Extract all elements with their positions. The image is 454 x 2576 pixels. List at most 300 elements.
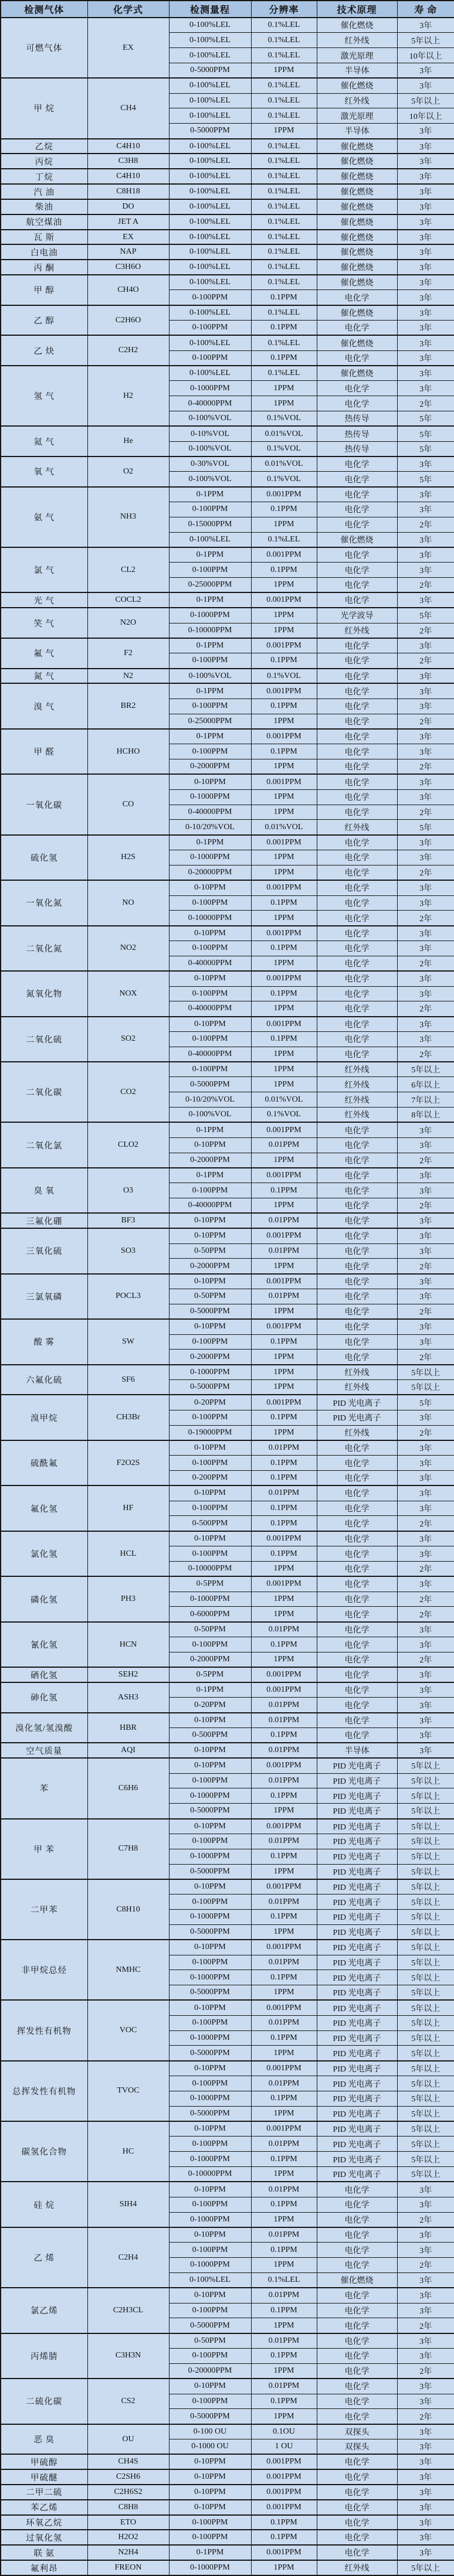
resolution-cell: 0.01%VOL <box>251 820 317 835</box>
principle-cell: 激光原理 <box>317 108 397 124</box>
gas-name-cell: 磷化氢 <box>1 1576 87 1621</box>
range-cell: 0-100%LEL <box>169 230 251 245</box>
principle-cell: 电化学 <box>317 2394 397 2409</box>
resolution-cell: 1PPM <box>251 865 317 880</box>
formula-cell: H2 <box>87 366 169 426</box>
gas-name-cell: 光 气 <box>1 592 87 608</box>
col-header-gas: 检测气体 <box>1 1 87 18</box>
formula-cell: OU <box>87 2424 169 2455</box>
principle-cell: 电化学 <box>317 2500 397 2515</box>
lifespan-cell: 3年 <box>397 1410 454 1425</box>
formula-cell: FREON <box>87 2560 169 2575</box>
range-cell: 0-1000PPM <box>169 2560 251 2575</box>
resolution-cell: 1PPM <box>251 1077 317 1092</box>
resolution-cell: 1PPM <box>251 396 317 411</box>
lifespan-cell: 3年 <box>397 774 454 789</box>
gas-name-cell: 二氧化氮 <box>1 926 87 971</box>
resolution-cell: 0.1%LEL <box>251 139 317 154</box>
formula-cell: C8H8 <box>87 2500 169 2515</box>
lifespan-cell: 3年 <box>397 139 454 154</box>
resolution-cell: 1PPM <box>251 1350 317 1365</box>
principle-cell: 电化学 <box>317 744 397 759</box>
resolution-cell: 1PPM <box>251 1607 317 1622</box>
resolution-cell: 1PPM <box>251 623 317 638</box>
principle-cell: 电化学 <box>317 456 397 472</box>
lifespan-cell: 3年 <box>397 1334 454 1350</box>
resolution-cell: 0.001PPM <box>251 1531 317 1546</box>
resolution-cell: 0.01PPM <box>251 1440 317 1456</box>
principle-cell: 电化学 <box>317 789 397 805</box>
range-cell: 0-2000PPM <box>169 1652 251 1667</box>
table-header <box>1 1 454 18</box>
range-cell: 0-100PPM <box>169 2349 251 2364</box>
table-row <box>1 1713 454 1728</box>
resolution-cell: 0.01PPM <box>251 2182 317 2197</box>
lifespan-cell: 5年以上 <box>397 2015 454 2030</box>
principle-cell: 电化学 <box>317 729 397 744</box>
principle-cell: 电化学 <box>317 1137 397 1153</box>
resolution-cell: 0.1PPM <box>251 2197 317 2212</box>
formula-cell: C2H4 <box>87 2227 169 2288</box>
table-row <box>1 2288 454 2303</box>
principle-cell: PID 光电离子 <box>317 1985 397 2001</box>
range-cell: 0-10PPM <box>169 2500 251 2515</box>
principle-cell: PID 光电离子 <box>317 1395 397 1410</box>
resolution-cell: 0.001PPM <box>251 971 317 986</box>
resolution-cell: 1PPM <box>251 2409 317 2424</box>
range-cell: 0-100PPM <box>169 1456 251 1471</box>
range-cell: 0-1000PPM <box>169 1365 251 1380</box>
table-row <box>1 305 454 321</box>
range-cell: 0-100%LEL <box>169 48 251 63</box>
principle-cell: 催化燃烧 <box>317 532 397 547</box>
resolution-cell: 0.1PPM <box>251 1183 317 1198</box>
lifespan-cell: 3年 <box>397 1501 454 1516</box>
lifespan-cell: 3年 <box>397 63 454 78</box>
formula-cell: CLO2 <box>87 1122 169 1167</box>
resolution-cell: 0.01%VOL <box>251 1092 317 1108</box>
range-cell: 0-1000PPM <box>169 381 251 396</box>
resolution-cell: 0.1PPM <box>251 744 317 759</box>
gas-name-cell: 总挥发性有机物 <box>1 2061 87 2121</box>
principle-cell: 电化学 <box>317 2530 397 2545</box>
principle-cell: 电化学 <box>317 1682 397 1698</box>
lifespan-cell: 5年以上 <box>397 2560 454 2575</box>
table-row <box>1 2545 454 2560</box>
table-row <box>1 2485 454 2500</box>
principle-cell: 电化学 <box>317 2469 397 2485</box>
range-cell: 0-40000PPM <box>169 1047 251 1062</box>
principle-cell: PID 光电离子 <box>317 1910 397 1925</box>
resolution-cell: 1PPM <box>251 1804 317 1819</box>
resolution-cell: 0.1%LEL <box>251 244 317 260</box>
range-cell: 0-10PPM <box>169 774 251 789</box>
principle-cell: PID 光电离子 <box>317 2121 397 2137</box>
table-row <box>1 154 454 169</box>
range-cell: 0-50PPM <box>169 1622 251 1637</box>
table-row <box>1 1531 454 1546</box>
range-cell: 0-1PPM <box>169 1168 251 1183</box>
principle-cell: 电化学 <box>317 578 397 593</box>
lifespan-cell: 5年以上 <box>397 2137 454 2152</box>
gas-name-cell: 航空煤油 <box>1 214 87 230</box>
range-cell: 0-100PPM <box>169 563 251 578</box>
resolution-cell: 0.1%LEL <box>251 184 317 199</box>
range-cell: 0-1000PPM <box>169 2152 251 2167</box>
lifespan-cell: 3年 <box>397 592 454 608</box>
lifespan-cell: 3年 <box>397 2469 454 2485</box>
range-cell: 0-10000PPM <box>169 911 251 926</box>
table-body <box>1 18 454 2575</box>
gas-name-cell: 一氧化碳 <box>1 774 87 834</box>
resolution-cell: 0.01PPM <box>251 1485 317 1501</box>
range-cell: 0-10PPM <box>169 2469 251 2485</box>
table-row <box>1 1440 454 1456</box>
range-cell: 0-100PPM <box>169 1637 251 1652</box>
principle-cell: 电化学 <box>317 517 397 532</box>
principle-cell: 电化学 <box>317 2197 397 2212</box>
table-row <box>1 184 454 199</box>
table-row <box>1 214 454 230</box>
resolution-cell: 0.1%LEL <box>251 366 317 381</box>
lifespan-cell: 3年 <box>397 199 454 214</box>
principle-cell: PID 光电离子 <box>317 1834 397 1849</box>
lifespan-cell: 3年 <box>397 1576 454 1592</box>
lifespan-cell: 3年 <box>397 78 454 93</box>
resolution-cell: 0.1%LEL <box>251 335 317 350</box>
gas-name-cell: 氮 气 <box>1 669 87 684</box>
lifespan-cell: 5年以上 <box>397 1365 454 1380</box>
range-cell: 0-5000PPM <box>169 1985 251 2001</box>
resolution-cell: 0.001PPM <box>251 638 317 653</box>
resolution-cell: 0.001PPM <box>251 1319 317 1334</box>
resolution-cell: 1PPM <box>251 63 317 78</box>
resolution-cell: 1PPM <box>251 1153 317 1168</box>
resolution-cell: 0.1PPM <box>251 698 317 714</box>
range-cell: 0-100%LEL <box>169 184 251 199</box>
resolution-cell: 0.01PPM <box>251 1213 317 1228</box>
lifespan-cell: 5年以上 <box>397 1758 454 1773</box>
principle-cell: 红外线 <box>317 1108 397 1123</box>
gas-name-cell: 三氧化硫 <box>1 1228 87 1273</box>
lifespan-cell: 2年 <box>397 1561 454 1576</box>
lifespan-cell: 3年 <box>397 698 454 714</box>
range-cell: 0-100%LEL <box>169 199 251 214</box>
lifespan-cell: 3年 <box>397 2303 454 2318</box>
lifespan-cell: 3年 <box>397 1637 454 1652</box>
principle-cell: 电化学 <box>317 1607 397 1622</box>
principle-cell: 红外线 <box>317 33 397 48</box>
gas-name-cell: 氟化氢 <box>1 1485 87 1531</box>
resolution-cell: 0.1PPM <box>251 502 317 517</box>
formula-cell: N2O <box>87 608 169 638</box>
range-cell: 0-100PPM <box>169 2394 251 2409</box>
formula-cell: HCL <box>87 1531 169 1576</box>
resolution-cell: 0.1OU <box>251 2424 317 2439</box>
resolution-cell: 0.1PPM <box>251 2530 317 2545</box>
principle-cell: 电化学 <box>317 2454 397 2469</box>
gas-name-cell: 氟利昂 <box>1 2560 87 2575</box>
table-row <box>1 2182 454 2197</box>
principle-cell: 红外线 <box>317 1062 397 1077</box>
formula-cell: CL2 <box>87 547 169 592</box>
range-cell: 0-40000PPM <box>169 1001 251 1017</box>
range-cell: 0-100%LEL <box>169 78 251 93</box>
table-row <box>1 1819 454 1834</box>
lifespan-cell: 3年 <box>397 456 454 472</box>
resolution-cell: 0.1PPM <box>251 1031 317 1047</box>
table-row <box>1 18 454 33</box>
resolution-cell: 0.1PPM <box>251 1334 317 1350</box>
formula-cell: F2 <box>87 638 169 669</box>
range-cell: 0-10PPM <box>169 1485 251 1501</box>
principle-cell: 电化学 <box>317 472 397 487</box>
range-cell: 0-100%LEL <box>169 33 251 48</box>
lifespan-cell: 3年 <box>397 350 454 366</box>
resolution-cell: 1PPM <box>251 1259 317 1274</box>
range-cell: 0-20PPM <box>169 1395 251 1410</box>
range-cell: 0-1000PPM <box>169 608 251 623</box>
range-cell: 0-10000PPM <box>169 623 251 638</box>
formula-cell: HC <box>87 2121 169 2182</box>
principle-cell: 催化燃烧 <box>317 244 397 260</box>
range-cell: 0-100PPM <box>169 350 251 366</box>
lifespan-cell: 3年 <box>397 941 454 956</box>
lifespan-cell: 2年 <box>397 1198 454 1214</box>
principle-cell: PID 光电离子 <box>317 2015 397 2030</box>
principle-cell: 电化学 <box>317 2485 397 2500</box>
table-row <box>1 1228 454 1243</box>
range-cell: 0-2000PPM <box>169 759 251 775</box>
formula-cell: SIH4 <box>87 2182 169 2227</box>
formula-cell: O2 <box>87 456 169 487</box>
lifespan-cell: 5年以上 <box>397 2000 454 2015</box>
table-row <box>1 2227 454 2243</box>
resolution-cell: 0.001PPM <box>251 729 317 744</box>
gas-name-cell: 甲 苯 <box>1 1819 87 1879</box>
table-row <box>1 1319 454 1334</box>
range-cell: 0-10PPM <box>169 2061 251 2076</box>
range-cell: 0-100%LEL <box>169 305 251 321</box>
lifespan-cell: 3年 <box>397 1183 454 1198</box>
range-cell: 0-10PPM <box>169 1940 251 1955</box>
gas-name-cell: 氦 气 <box>1 426 87 456</box>
gas-name-cell: 乙 炔 <box>1 335 87 366</box>
formula-cell: NO2 <box>87 926 169 971</box>
range-cell: 0-1PPM <box>169 487 251 502</box>
principle-cell: 电化学 <box>317 805 397 820</box>
range-cell: 0-2000PPM <box>169 1259 251 1274</box>
lifespan-cell: 3年 <box>397 184 454 199</box>
resolution-cell: 0.001PPM <box>251 1228 317 1243</box>
principle-cell: PID 光电离子 <box>317 1773 397 1788</box>
resolution-cell: 0.01PPM <box>251 1955 317 1970</box>
resolution-cell: 1PPM <box>251 1062 317 1077</box>
principle-cell: 电化学 <box>317 1516 397 1531</box>
range-cell: 0-1000PPM <box>169 1788 251 1804</box>
resolution-cell: 1PPM <box>251 805 317 820</box>
range-cell: 0-100PPM <box>169 1410 251 1425</box>
lifespan-cell: 2年 <box>397 396 454 411</box>
range-cell: 0-100PPM <box>169 744 251 759</box>
lifespan-cell: 3年 <box>397 2288 454 2303</box>
resolution-cell: 0.001PPM <box>251 2500 317 2515</box>
principle-cell: PID 光电离子 <box>317 1879 397 1894</box>
range-cell: 0-1000PPM <box>169 2212 251 2227</box>
lifespan-cell: 2年 <box>397 2363 454 2379</box>
lifespan-cell: 3年 <box>397 532 454 547</box>
gas-name-cell: 丙烷 <box>1 154 87 169</box>
formula-cell: H2S <box>87 835 169 880</box>
resolution-cell: 1PPM <box>251 1047 317 1062</box>
formula-cell: EX <box>87 230 169 245</box>
gas-name-cell: 溴 气 <box>1 683 87 728</box>
resolution-cell: 0.01PPM <box>251 1894 317 1910</box>
resolution-cell: 0.001PPM <box>251 2061 317 2076</box>
lifespan-cell: 3年 <box>397 669 454 684</box>
lifespan-cell: 3年 <box>397 487 454 502</box>
principle-cell: 电化学 <box>317 2288 397 2303</box>
principle-cell: 红外线 <box>317 1077 397 1092</box>
table-row <box>1 1017 454 1032</box>
resolution-cell: 0.001PPM <box>251 880 317 895</box>
range-cell: 0-1PPM <box>169 2545 251 2560</box>
range-cell: 0-100%LEL <box>169 93 251 108</box>
range-cell: 0-100%LEL <box>169 366 251 381</box>
principle-cell: 电化学 <box>317 2409 397 2424</box>
range-cell: 0-1000 OU <box>169 2439 251 2455</box>
lifespan-cell: 2年 <box>397 1001 454 1017</box>
lifespan-cell: 3年 <box>397 1017 454 1032</box>
lifespan-cell: 5年 <box>397 1395 454 1410</box>
range-cell: 0-100%LEL <box>169 154 251 169</box>
formula-cell: He <box>87 426 169 456</box>
table-row <box>1 78 454 93</box>
gas-name-cell: 甲 醇 <box>1 275 87 305</box>
principle-cell: 电化学 <box>317 2258 397 2273</box>
resolution-cell: 0.1PPM <box>251 1910 317 1925</box>
formula-cell: NO <box>87 880 169 925</box>
principle-cell: PID 光电离子 <box>317 1864 397 1879</box>
range-cell: 0-1000PPM <box>169 1849 251 1864</box>
principle-cell: 电化学 <box>317 1531 397 1546</box>
principle-cell: 电化学 <box>317 1213 397 1228</box>
gas-name-cell: 甲硫醚 <box>1 2469 87 2485</box>
resolution-cell: 0.1PPM <box>251 1546 317 1562</box>
principle-cell: 催化燃烧 <box>317 199 397 214</box>
table-row <box>1 169 454 184</box>
formula-cell: SO2 <box>87 1017 169 1062</box>
table-row <box>1 2121 454 2137</box>
gas-name-cell: 丁烷 <box>1 169 87 184</box>
range-cell: 0-10PPM <box>169 1228 251 1243</box>
principle-cell: 催化燃烧 <box>317 184 397 199</box>
formula-cell: SEH2 <box>87 1667 169 1682</box>
range-cell: 0-10PPM <box>169 1713 251 1728</box>
resolution-cell: 0.1PPM <box>251 2394 317 2409</box>
principle-cell: 半导体 <box>317 1743 397 1758</box>
table-row <box>1 1062 454 1077</box>
gas-name-cell: 乙 烯 <box>1 2227 87 2288</box>
resolution-cell: 0.1%LEL <box>251 33 317 48</box>
lifespan-cell: 2年 <box>397 1516 454 1531</box>
resolution-cell: 0.01PPM <box>251 1243 317 1259</box>
principle-cell: 红外线 <box>317 623 397 638</box>
gas-name-cell: 苯 <box>1 1758 87 1818</box>
range-cell: 0-100PPM <box>169 2515 251 2530</box>
table-row <box>1 669 454 684</box>
lifespan-cell: 5年以上 <box>397 1062 454 1077</box>
col-header-lifespan: 寿 命 <box>397 1 454 18</box>
lifespan-cell: 2年 <box>397 1350 454 1365</box>
resolution-cell: 0.01PPM <box>251 1743 317 1758</box>
lifespan-cell: 3年 <box>397 335 454 350</box>
resolution-cell: 1PPM <box>251 381 317 396</box>
gas-name-cell: 挥发性有机物 <box>1 2000 87 2060</box>
lifespan-cell: 2年 <box>397 1607 454 1622</box>
gas-name-cell: 柴油 <box>1 199 87 214</box>
principle-cell: 电化学 <box>317 1334 397 1350</box>
principle-cell: 电化学 <box>317 1576 397 1592</box>
gas-name-cell: 汽 油 <box>1 184 87 199</box>
formula-cell: O3 <box>87 1168 169 1213</box>
formula-cell: HCHO <box>87 729 169 774</box>
range-cell: 0-10PPM <box>169 2485 251 2500</box>
principle-cell: 电化学 <box>317 1047 397 1062</box>
lifespan-cell: 3年 <box>397 18 454 33</box>
resolution-cell: 1PPM <box>251 1425 317 1440</box>
lifespan-cell: 5年以上 <box>397 1773 454 1788</box>
gas-name-cell: 二硫化碳 <box>1 2379 87 2424</box>
gas-name-cell: 乙 醇 <box>1 305 87 336</box>
lifespan-cell: 6年以上 <box>397 1077 454 1092</box>
principle-cell: 电化学 <box>317 1289 397 1304</box>
table-row <box>1 1122 454 1137</box>
principle-cell: 电化学 <box>317 1122 397 1137</box>
resolution-cell: 0.001PPM <box>251 1758 317 1773</box>
lifespan-cell: 3年 <box>397 2349 454 2364</box>
resolution-cell: 0.1PPM <box>251 1849 317 1864</box>
formula-cell: DO <box>87 199 169 214</box>
range-cell: 0-100PPM <box>169 698 251 714</box>
principle-cell: 电化学 <box>317 1592 397 1607</box>
range-cell: 0-50PPM <box>169 2333 251 2349</box>
formula-cell: SW <box>87 1319 169 1364</box>
range-cell: 0-50PPM <box>169 1289 251 1304</box>
table-row <box>1 1879 454 1894</box>
gas-name-cell: 环氧乙烷 <box>1 2515 87 2530</box>
formula-cell: N2H4 <box>87 2545 169 2560</box>
principle-cell: 电化学 <box>317 880 397 895</box>
gas-name-cell: 氯 气 <box>1 547 87 592</box>
principle-cell: 电化学 <box>317 350 397 366</box>
lifespan-cell: 5年以上 <box>397 1819 454 1834</box>
resolution-cell: 1PPM <box>251 2258 317 2273</box>
lifespan-cell: 2年 <box>397 517 454 532</box>
gas-name-cell: 甲 烷 <box>1 78 87 138</box>
principle-cell: 电化学 <box>317 1485 397 1501</box>
resolution-cell: 0.01PPM <box>251 2015 317 2030</box>
lifespan-cell: 10年以上 <box>397 48 454 63</box>
lifespan-cell: 3年 <box>397 1456 454 1471</box>
lifespan-cell: 3年 <box>397 1713 454 1728</box>
resolution-cell: 0.1PPM <box>251 1970 317 1985</box>
lifespan-cell: 3年 <box>397 2197 454 2212</box>
principle-cell: 电化学 <box>317 835 397 850</box>
principle-cell: 催化燃烧 <box>317 154 397 169</box>
lifespan-cell: 3年 <box>397 1485 454 1501</box>
resolution-cell: 1PPM <box>251 1592 317 1607</box>
